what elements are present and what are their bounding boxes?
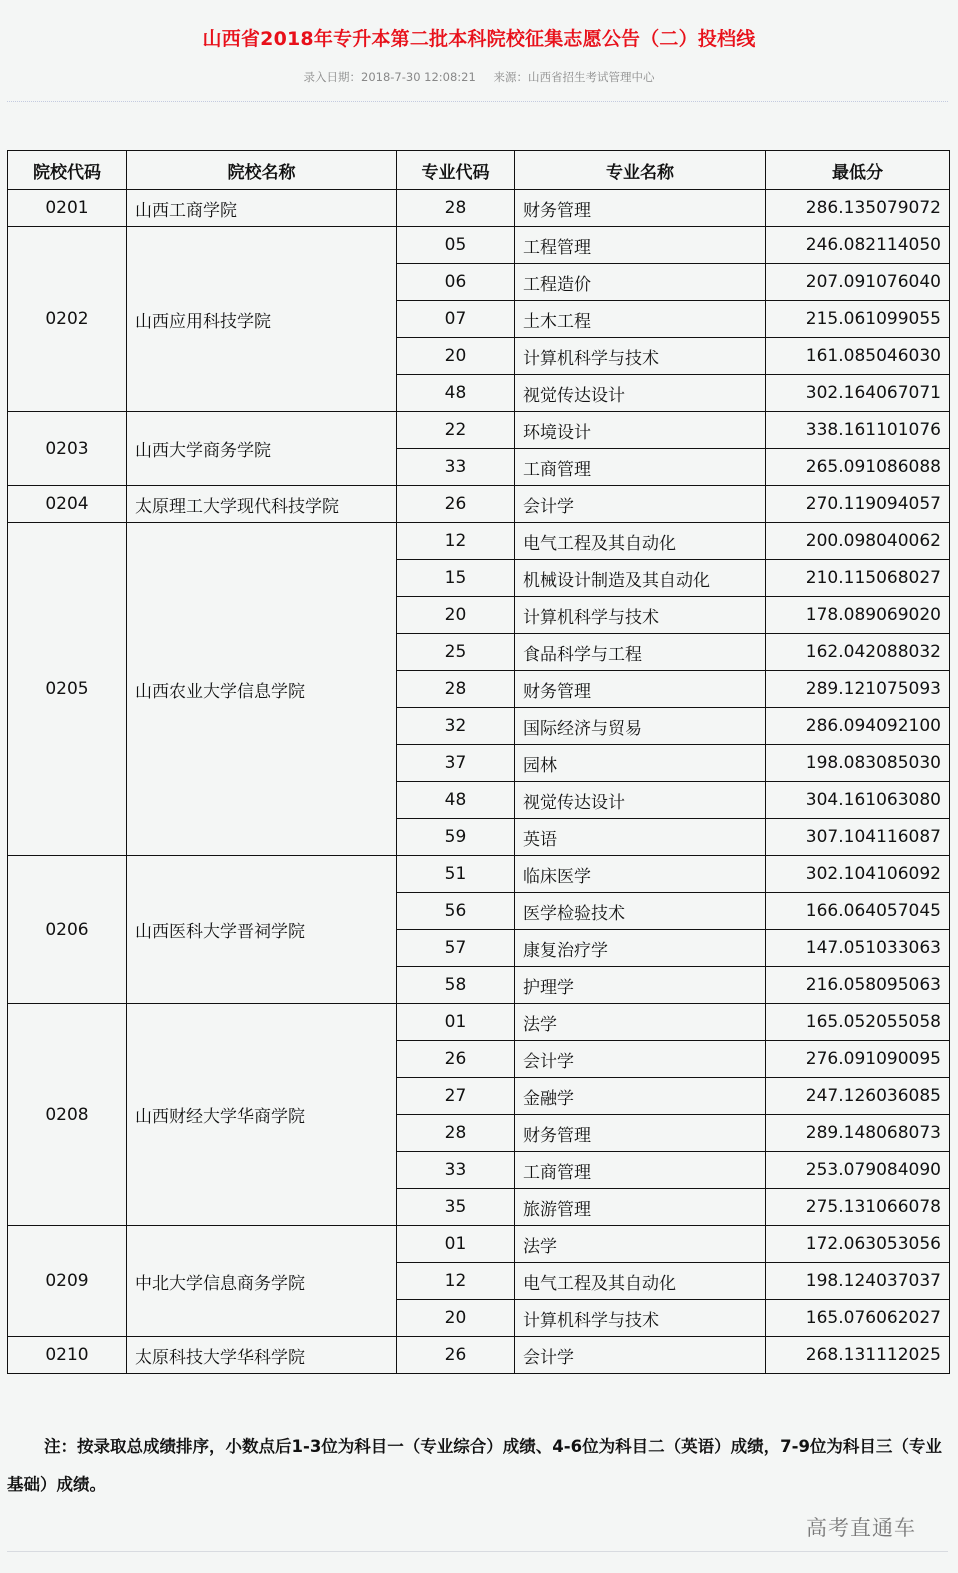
major-name-cell: 会计学 xyxy=(515,1041,766,1078)
min-score-cell: 338.161101076 xyxy=(766,412,950,449)
table-row xyxy=(8,1337,950,1374)
major-code-cell: 15 xyxy=(397,560,515,597)
min-score-cell: 246.082114050 xyxy=(766,227,950,264)
min-score-cell: 147.051033063 xyxy=(766,930,950,967)
entry-date: 录入日期：2018-7-30 12:08:21 xyxy=(303,70,476,84)
major-code-cell: 48 xyxy=(397,375,515,412)
min-score-cell: 270.119094057 xyxy=(766,486,950,523)
major-code-cell: 28 xyxy=(397,190,515,227)
major-name-cell: 电气工程及其自动化 xyxy=(515,523,766,560)
school-name-cell: 山西农业大学信息学院 xyxy=(127,523,397,856)
school-code-cell: 0210 xyxy=(8,1337,127,1374)
major-code-cell: 05 xyxy=(397,227,515,264)
min-score-cell: 286.094092100 xyxy=(766,708,950,745)
major-name-cell: 园林 xyxy=(515,745,766,782)
school-code-cell: 0201 xyxy=(8,190,127,227)
major-code-cell: 22 xyxy=(397,412,515,449)
major-code-cell: 28 xyxy=(397,1115,515,1152)
major-code-cell: 28 xyxy=(397,671,515,708)
school-name-cell: 中北大学信息商务学院 xyxy=(127,1226,397,1337)
min-score-cell: 286.135079072 xyxy=(766,190,950,227)
major-code-cell: 12 xyxy=(397,1263,515,1300)
min-score-cell: 289.148068073 xyxy=(766,1115,950,1152)
school-name-cell: 山西工商学院 xyxy=(127,190,397,227)
major-name-cell: 土木工程 xyxy=(515,301,766,338)
min-score-cell: 178.089069020 xyxy=(766,597,950,634)
min-score-cell: 200.098040062 xyxy=(766,523,950,560)
school-code-cell: 0204 xyxy=(8,486,127,523)
table-body xyxy=(8,190,950,1374)
min-score-cell: 207.091076040 xyxy=(766,264,950,301)
major-code-cell: 07 xyxy=(397,301,515,338)
school-code-cell: 0205 xyxy=(8,523,127,856)
major-name-cell: 视觉传达设计 xyxy=(515,375,766,412)
min-score-cell: 302.164067071 xyxy=(766,375,950,412)
school-code-cell: 0209 xyxy=(8,1226,127,1337)
min-score-cell: 216.058095063 xyxy=(766,967,950,1004)
major-name-cell: 会计学 xyxy=(515,1337,766,1374)
major-name-cell: 财务管理 xyxy=(515,671,766,708)
major-name-cell: 计算机科学与技术 xyxy=(515,1300,766,1337)
major-name-cell: 计算机科学与技术 xyxy=(515,597,766,634)
school-name-cell: 山西医科大学晋祠学院 xyxy=(127,856,397,1004)
major-code-cell: 26 xyxy=(397,486,515,523)
school-code-cell: 0208 xyxy=(8,1004,127,1226)
major-code-cell: 51 xyxy=(397,856,515,893)
min-score-cell: 166.064057045 xyxy=(766,893,950,930)
min-score-cell: 161.085046030 xyxy=(766,338,950,375)
min-score-cell: 307.104116087 xyxy=(766,819,950,856)
table-row xyxy=(8,856,950,893)
school-name-cell: 太原理工大学现代科技学院 xyxy=(127,486,397,523)
min-score-cell: 289.121075093 xyxy=(766,671,950,708)
school-name-cell: 山西应用科技学院 xyxy=(127,227,397,412)
min-score-cell: 275.131066078 xyxy=(766,1189,950,1226)
major-name-cell: 工程管理 xyxy=(515,227,766,264)
major-name-cell: 财务管理 xyxy=(515,1115,766,1152)
major-code-cell: 25 xyxy=(397,634,515,671)
table-row xyxy=(8,190,950,227)
major-code-cell: 37 xyxy=(397,745,515,782)
major-name-cell: 食品科学与工程 xyxy=(515,634,766,671)
major-code-cell: 06 xyxy=(397,264,515,301)
major-code-cell: 58 xyxy=(397,967,515,1004)
major-code-cell: 26 xyxy=(397,1041,515,1078)
min-score-cell: 276.091090095 xyxy=(766,1041,950,1078)
major-code-cell: 32 xyxy=(397,708,515,745)
major-code-cell: 20 xyxy=(397,1300,515,1337)
col-header-min-score: 最低分 xyxy=(766,151,950,190)
footer-divider xyxy=(7,1551,948,1552)
major-name-cell: 法学 xyxy=(515,1226,766,1263)
min-score-cell: 198.124037037 xyxy=(766,1263,950,1300)
major-name-cell: 视觉传达设计 xyxy=(515,782,766,819)
major-name-cell: 旅游管理 xyxy=(515,1189,766,1226)
min-score-cell: 265.091086088 xyxy=(766,449,950,486)
min-score-cell: 253.079084090 xyxy=(766,1152,950,1189)
major-name-cell: 法学 xyxy=(515,1004,766,1041)
school-code-cell: 0206 xyxy=(8,856,127,1004)
major-code-cell: 57 xyxy=(397,930,515,967)
major-name-cell: 会计学 xyxy=(515,486,766,523)
major-name-cell: 环境设计 xyxy=(515,412,766,449)
major-name-cell: 机械设计制造及其自动化 xyxy=(515,560,766,597)
watermark: 高考直通车 xyxy=(806,1516,916,1540)
major-code-cell: 27 xyxy=(397,1078,515,1115)
major-name-cell: 康复治疗学 xyxy=(515,930,766,967)
major-name-cell: 国际经济与贸易 xyxy=(515,708,766,745)
major-code-cell: 48 xyxy=(397,782,515,819)
min-score-cell: 304.161063080 xyxy=(766,782,950,819)
min-score-cell: 247.126036085 xyxy=(766,1078,950,1115)
table-row xyxy=(8,486,950,523)
major-name-cell: 临床医学 xyxy=(515,856,766,893)
school-name-cell: 山西财经大学华商学院 xyxy=(127,1004,397,1226)
major-name-cell: 电气工程及其自动化 xyxy=(515,1263,766,1300)
table-row xyxy=(8,227,950,264)
major-code-cell: 12 xyxy=(397,523,515,560)
major-code-cell: 33 xyxy=(397,1152,515,1189)
min-score-cell: 210.115068027 xyxy=(766,560,950,597)
school-name-cell: 山西大学商务学院 xyxy=(127,412,397,486)
col-header-major-name: 专业名称 xyxy=(515,151,766,190)
table-row xyxy=(8,412,950,449)
min-score-cell: 162.042088032 xyxy=(766,634,950,671)
col-header-school-name: 院校名称 xyxy=(127,151,397,190)
col-header-school-code: 院校代码 xyxy=(8,151,127,190)
major-name-cell: 工商管理 xyxy=(515,449,766,486)
major-name-cell: 财务管理 xyxy=(515,190,766,227)
major-name-cell: 护理学 xyxy=(515,967,766,1004)
min-score-cell: 172.063053056 xyxy=(766,1226,950,1263)
page-title: 山西省2018年专升本第二批本科院校征集志愿公告（二）投档线 xyxy=(202,28,756,50)
table-row xyxy=(8,1226,950,1263)
major-code-cell: 35 xyxy=(397,1189,515,1226)
major-code-cell: 33 xyxy=(397,449,515,486)
min-score-cell: 268.131112025 xyxy=(766,1337,950,1374)
major-code-cell: 26 xyxy=(397,1337,515,1374)
major-code-cell: 20 xyxy=(397,597,515,634)
score-table xyxy=(7,150,950,1374)
major-code-cell: 59 xyxy=(397,819,515,856)
major-name-cell: 金融学 xyxy=(515,1078,766,1115)
min-score-cell: 165.052055058 xyxy=(766,1004,950,1041)
footnote: 注：按录取总成绩排序，小数点后1-3位为科目一（专业综合）成绩、4-6位为科目二（英语）成绩，7-9位为科目三（专业基础）成绩。 xyxy=(7,1437,942,1494)
major-name-cell: 工程造价 xyxy=(515,264,766,301)
major-code-cell: 56 xyxy=(397,893,515,930)
min-score-cell: 215.061099055 xyxy=(766,301,950,338)
school-code-cell: 0202 xyxy=(8,227,127,412)
article-meta xyxy=(0,69,958,85)
major-name-cell: 工商管理 xyxy=(515,1152,766,1189)
table-row xyxy=(8,1004,950,1041)
min-score-cell: 165.076062027 xyxy=(766,1300,950,1337)
header-divider xyxy=(7,101,948,102)
major-name-cell: 医学检验技术 xyxy=(515,893,766,930)
major-code-cell: 01 xyxy=(397,1226,515,1263)
min-score-cell: 198.083085030 xyxy=(766,745,950,782)
col-header-major-code: 专业代码 xyxy=(397,151,515,190)
major-name-cell: 英语 xyxy=(515,819,766,856)
school-code-cell: 0203 xyxy=(8,412,127,486)
min-score-cell: 302.104106092 xyxy=(766,856,950,893)
major-code-cell: 20 xyxy=(397,338,515,375)
school-name-cell: 太原科技大学华科学院 xyxy=(127,1337,397,1374)
table-header-row xyxy=(8,151,950,190)
table-row xyxy=(8,523,950,560)
major-name-cell: 计算机科学与技术 xyxy=(515,338,766,375)
source: 来源：山西省招生考试管理中心 xyxy=(493,70,655,84)
major-code-cell: 01 xyxy=(397,1004,515,1041)
